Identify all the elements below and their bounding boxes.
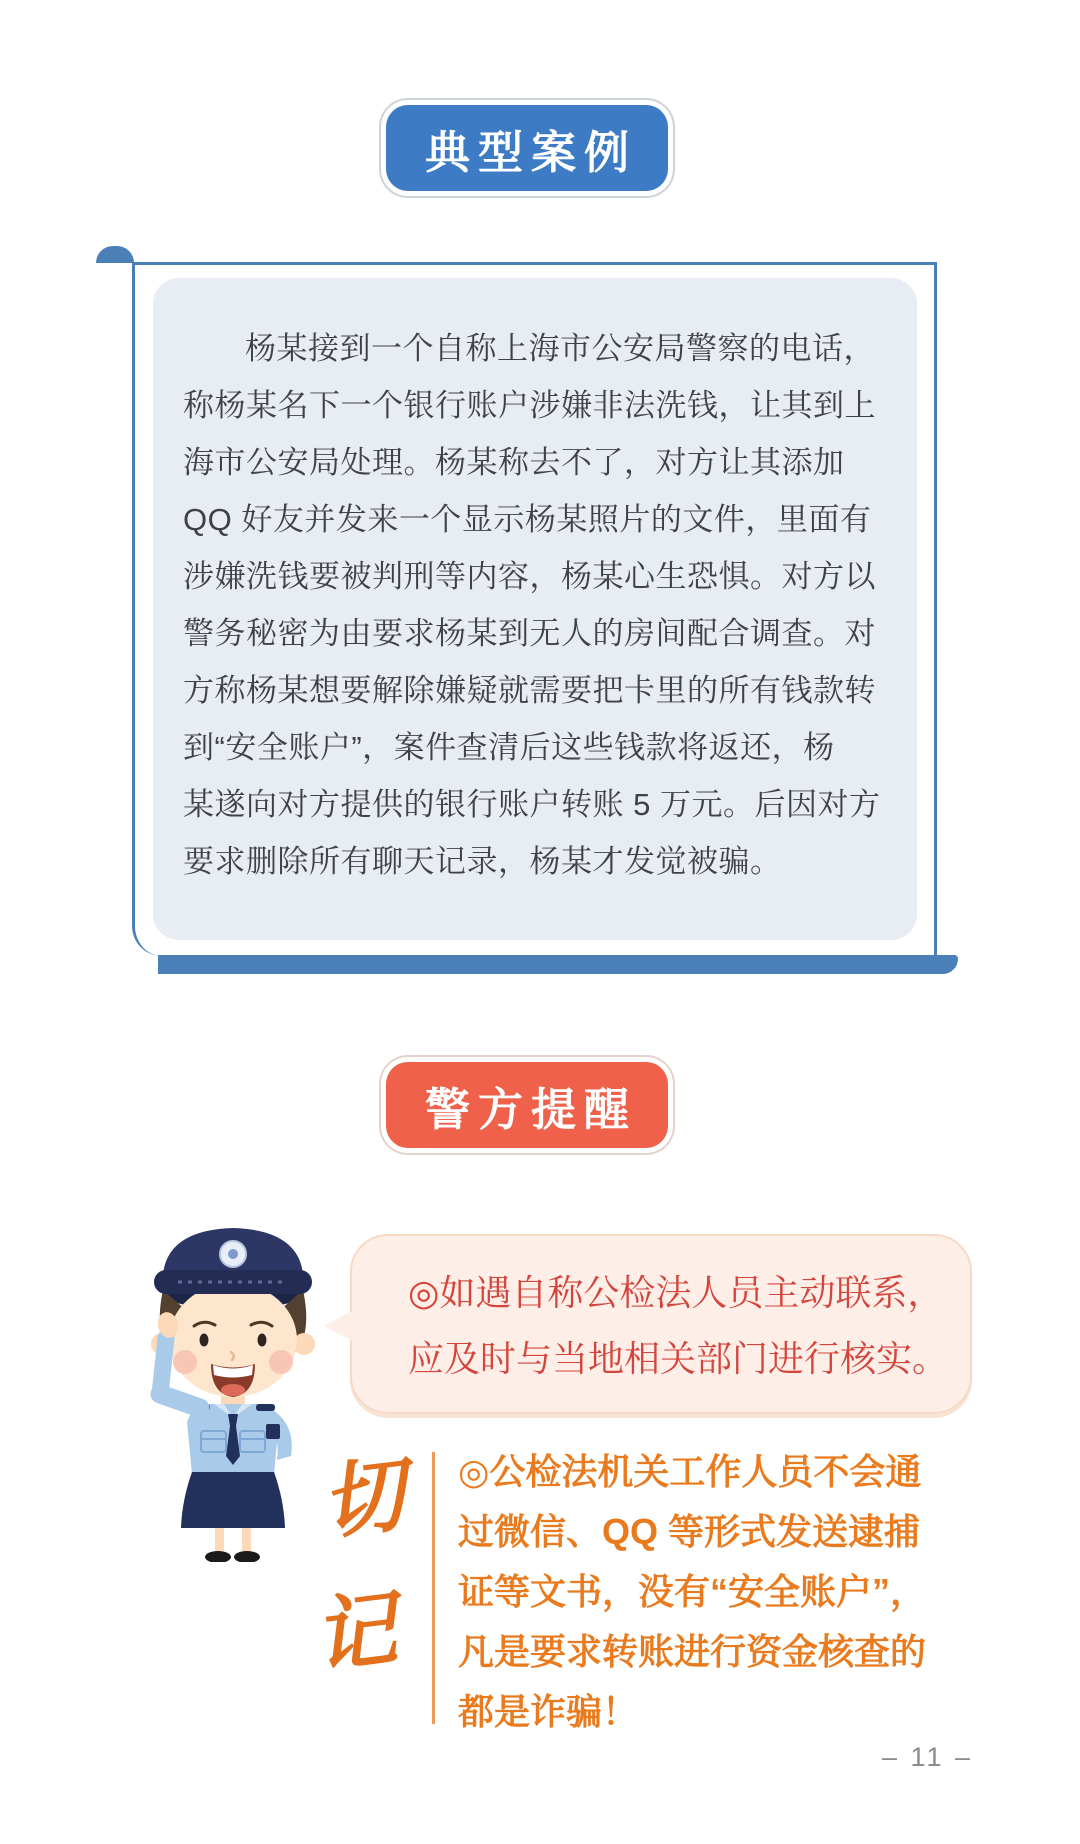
police-reminder-banner (386, 1062, 668, 1148)
case-text-line: 警务秘密为由要求杨某到无人的房间配合调查。对 (183, 616, 876, 651)
case-text-box (153, 278, 917, 940)
case-text-line: 到“安全账户”，案件查清后这些钱款将返还，杨 (183, 730, 835, 765)
remember-heading-char: 记 (308, 1580, 402, 1686)
remember-text-line: ◎公检法机关工作人员不会通 (458, 1451, 922, 1492)
remember-text-line: 凡是要求转账进行资金核查的 (458, 1631, 927, 1672)
page-number: – 11 – (881, 1742, 974, 1772)
bubble-text-line: 应及时与当地相关部门进行核实。 (408, 1338, 949, 1379)
typical-case-banner (386, 105, 668, 191)
case-text-line: 要求删除所有聊天记录，杨某才发觉被骗。 (183, 844, 782, 879)
police-reminder-banner-label: 警方提醒 (424, 1084, 637, 1135)
typical-case-banner-label: 典型案例 (424, 127, 637, 178)
bubble-text-line: ◎如遇自称公检法人员主动联系， (408, 1272, 944, 1313)
case-text-line: 涉嫌洗钱要被判刑等内容，杨某心生恐惧。对方以 (183, 559, 876, 594)
case-text-line: QQ 好友并发来一个显示杨某照片的文件，里面有 (183, 502, 872, 537)
case-text-line: 方称杨某想要解除嫌疑就需要把卡里的所有钱款转 (183, 673, 876, 708)
case-text-line: 杨某接到一个自称上海市公安局警察的电话， (245, 331, 875, 366)
remember-divider (432, 1452, 435, 1724)
remember-text-line: 都是诈骗！ (458, 1691, 639, 1732)
case-card-bottom-ribbon (158, 955, 958, 974)
case-text-line: 某遂向对方提供的银行账户转账 5 万元。后因对方 (183, 787, 881, 822)
remember-heading-char: 切 (316, 1446, 410, 1552)
case-text-line: 称杨某名下一个银行账户涉嫌非法洗钱，让其到上 (183, 388, 876, 423)
police-officer-illustration (108, 1212, 358, 1562)
remember-text-line: 证等文书，没有“安全账户”， (458, 1571, 927, 1612)
page-curl-decoration (96, 246, 134, 263)
remember-text-line: 过微信、QQ 等形式发送逮捕 (458, 1511, 921, 1552)
case-text-line: 海市公安局处理。杨某称去不了，对方让其添加 (183, 445, 845, 480)
police-advice-bubble (350, 1234, 972, 1414)
remember-text-block (458, 1442, 958, 1742)
bubble-tail (324, 1310, 354, 1342)
